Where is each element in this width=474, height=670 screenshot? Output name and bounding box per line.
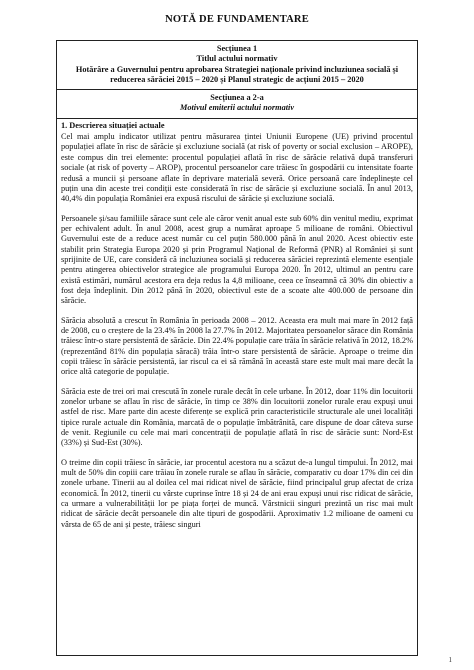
section-1-heading: Secțiunea 1 <box>216 44 258 53</box>
document-title: NOTĂ DE FUNDAMENTARE <box>165 14 309 25</box>
section-1-box <box>57 41 417 90</box>
act-title: Hotărâre a Guvernului pentru aprobarea Strategiei naționale privind incluziunea socială și reducerea sărăciei 2015 – 2020 și Planul strategic de acțiuni 2015 – 2020 <box>75 64 399 84</box>
paragraph: Sărăcia absolută a crescut în România în perioada 2008 – 2012. Aceasta era mult mai mare în 2012 față de 2008, cu o creștere de la 23.4% în 2008 la 27.7% în 2012. Majoritatea persoanelor sărace din România trăiesc într-o stare persistentă de sărăcie. Din 22.4% populație care trăia în sărăcie relativă în 2012, 18.2% (reprezentând 81% din populația săracă) trăia într-o stare persistentă de sărăcie. Aproape o treime din copii trăiesc în sărăcie persistentă, iar riscul ca ei să rămână în această stare este mult mai mare decât la orice altă categorie de populație. <box>61 315 413 377</box>
section-2-subtitle: Motivul emiterii actului normativ <box>179 103 295 113</box>
paragraph: Persoanele și/sau familiile sărace sunt cele ale căror venit anual este sub 60% din venitul mediu, exprimat per echivalent adult. În anul 2008, acest grup a numărat aproape 5 milioane de români. Obiectivul Guvernului este de a reduce acest număr cu cel puțin 580.000 până în anul 2020. Acest obiectiv este stabilit prin Strategia Europa 2020 și prin Programul Național de Reformă (PNR) al României și sunt sprijinite de UE, care consideră că incluziunea socială și reducerea sărăciei reprezintă elemente esențiale pentru atingerea obiectivelor strategice ale programului Europa 2020. În 2012, ultimul an pentru care există estimări, numărul acestora era deja redus la 4,8 milioane, ceea ce înseamnă că 30% din obiectiv a fost deja îndeplinit. Din 2012 până în 2020, obiectivul este de a scoate alte 400.000 de persoane din sărăcie. <box>61 213 413 306</box>
section-2-heading: Secțiunea a 2-a <box>210 93 264 103</box>
section-1-subtitle: Titlul actului normativ <box>196 54 278 64</box>
content-frame <box>56 40 418 656</box>
paragraph: Sărăcia este de trei ori mai crescută în zonele rurale decât în cele urbane. În 2012, doar 11% din locuitorii zonelor urbane se aflau în risc de sărăcie, în timp ce 38% din locuitorii zonelor rurale erau expuși unui astfel de risc. Mare parte din aceste diferențe se explică prin caracteristicile structurale ale unei localități tipice rurale actuale din România, marcată de o populație îmbătrânită, care dispune de doar câteva surse de venit. Regiunile cu cele mai mari concentrații de populație aflată în risc de sărăcie sunt: Nord-Est (33%) și Sud-Est (30%). <box>61 386 413 448</box>
paragraph: Cel mai amplu indicator utilizat pentru măsurarea țintei Uniunii Europene (UE) privind procentul populației aflate în risc de sărăcie și excluziune socială (at risk of poverty or social exclusion – AROPE), este compus din trei elemente: procentul populației aflată în risc de sărăcie relativă după transferuri sociale (at risk of poverty – AROP), procentul persoanelor care trăiesc în gospodării cu intensitate foarte redusă a muncii și persoane aflate în deprivare materială severă. Orice persoană care îndeplinește cel puțin una din aceste trei condiții este considerată în risc de sărăcie și excluziune socială. În anul 2013, 40,4% din populația României era expusă riscului de sărăcie și excluziune socială. <box>61 132 413 204</box>
page-number: 1 <box>448 656 452 664</box>
body-content <box>57 119 417 530</box>
paragraph: O treime din copii trăiesc în sărăcie, iar procentul acestora nu a scăzut de-a lungul timpului. În 2012, mai mult de 50% din copiii care trăiau în zonele rurale se aflau în sărăcie, comparativ cu doar 17% din cei din zonele urbane. Tinerii au al doilea cel mai ridicat nivel de sărăcie, fiind principalul grup afectat de criza economică. În 2012, tinerii cu vârste cuprinse între 18 și 24 de ani erau expuși unui risc ridicat de sărăcie, ca urmare a vulnerabilității lor pe piața forței de muncă. Vârstnicii singuri prezintă un risc mai mult ridicat de sărăcie decât persoanele din alte tipuri de gospodării. Aproximativ 1.2 milioane de oameni cu vârsta de 65 de ani și peste, trăiesc singuri <box>61 457 413 529</box>
subsection-heading: 1. Descrierea situației actuale <box>61 120 165 130</box>
section-2-box <box>57 90 417 119</box>
